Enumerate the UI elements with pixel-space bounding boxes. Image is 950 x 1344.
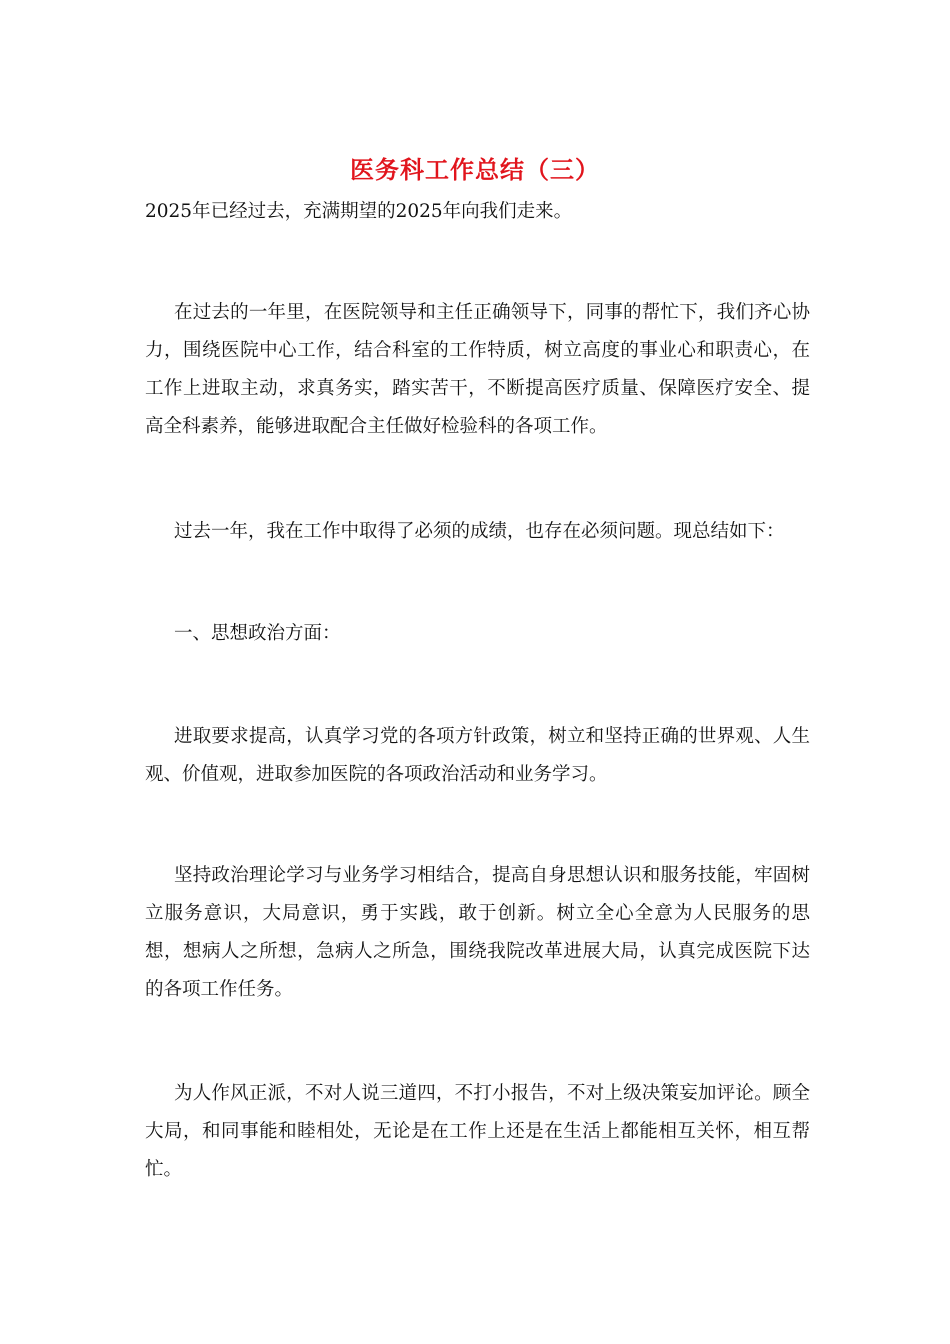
body-paragraph: 过去一年，我在工作中取得了必须的成绩，也存在必须问题。现总结如下： xyxy=(174,521,785,542)
body-paragraph: 为人作风正派，不对人说三道四，不打小报告，不对上级决策妄加评论。顾全大局，和同事能和睦相处，无论是在工作上还是在生活上都能相互关怀，相互帮忙。 xyxy=(145,1083,810,1180)
body-paragraph: 坚持政治理论学习与业务学习相结合，提高自身思想认识和服务技能，牢固树立服务意识，大局意识，勇于实践，敢于创新。树立全心全意为人民服务的思想，想病人之所想，急病人之所急，围绕我院改革进展大局，认真完成医院下达的各项工作任务。 xyxy=(145,865,810,1000)
section-heading: 一、思想政治方面： xyxy=(174,623,341,644)
document-title: 医务科工作总结（三） xyxy=(350,155,600,184)
body-paragraph: 进取要求提高，认真学习党的各项方针政策，树立和坚持正确的世界观、人生观、价值观，进取参加医院的各项政治活动和业务学习。 xyxy=(145,726,810,785)
intro-paragraph: 2025年已经过去，充满期望的2025年向我们走来。 xyxy=(145,201,573,222)
body-paragraph: 在过去的一年里，在医院领导和主任正确领导下，同事的帮忙下，我们齐心协力，围绕医院中心工作，结合科室的工作特质，树立高度的事业心和职责心，在工作上进取主动，求真务实，踏实苦干，不断提高医疗质量、保障医疗安全、提高全科素养，能够进取配合主任做好检验科的各项工作。 xyxy=(145,302,810,437)
